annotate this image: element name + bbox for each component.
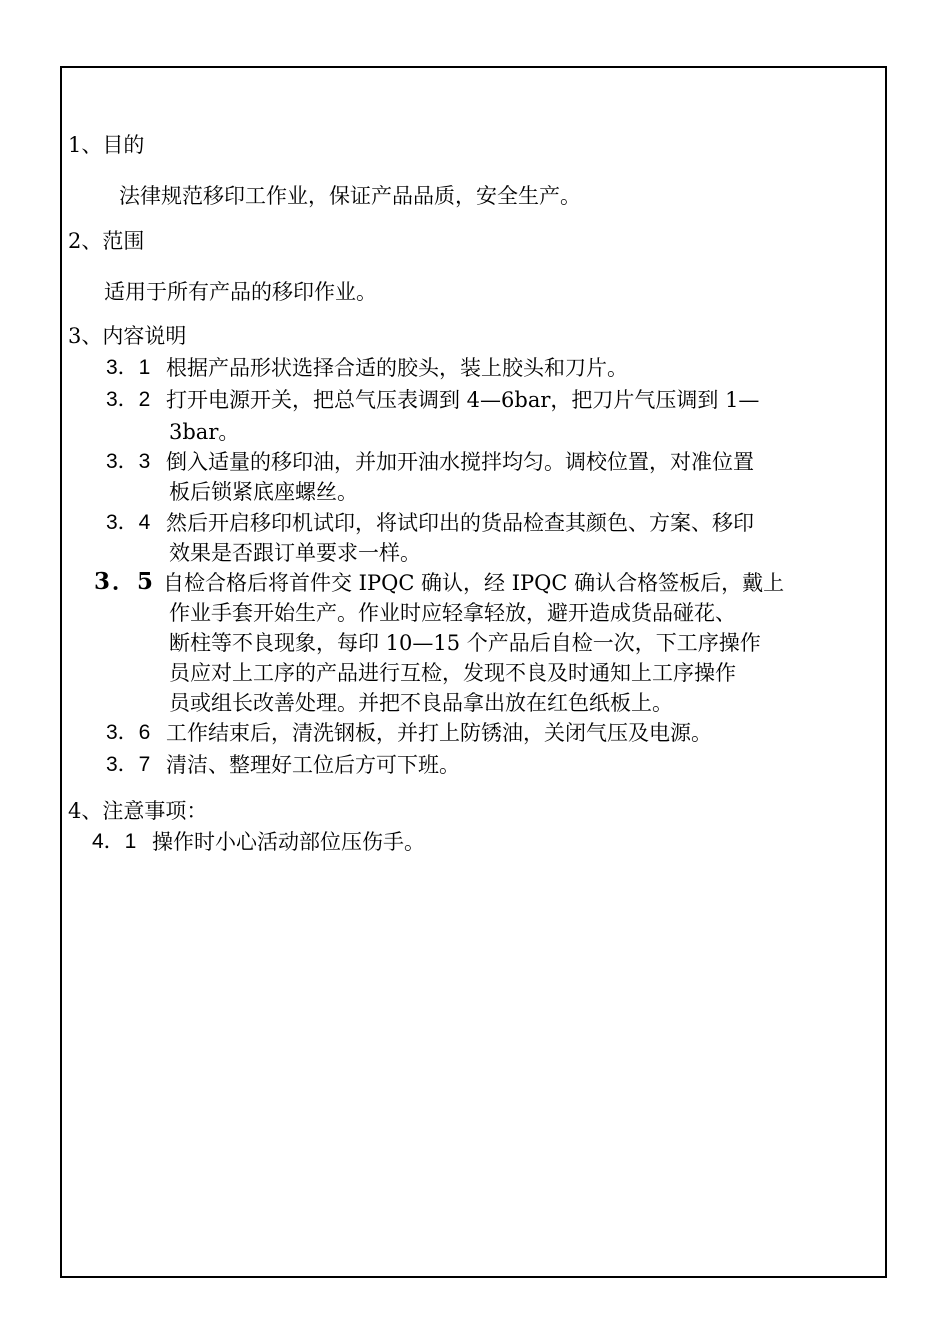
item-3-5-line-5: 员或组长改善处理。并把不良品拿出放在红色纸板上。 — [169, 691, 673, 715]
item-3-7-line-1: 清洁、整理好工位后方可下班。 — [166, 753, 460, 777]
item-3-4-number: 3．4 — [106, 511, 151, 534]
item-3-4-line-1: 然后开启移印机试印，将试印出的货品检查其颜色、方案、移印 — [166, 511, 754, 535]
item-3-3-line-2: 板后锁紧底座螺丝。 — [169, 480, 358, 504]
item-3-5-line-2: 作业手套开始生产。作业时应轻拿轻放，避开造成货品碰花、 — [169, 601, 736, 625]
item-3-7-number: 3．7 — [106, 753, 151, 776]
section-1-heading: 1、目的 — [68, 133, 145, 157]
section-2-heading: 2、范围 — [68, 229, 145, 253]
item-4-1-number: 4．1 — [92, 830, 137, 853]
item-3-3-line-1: 倒入适量的移印油，并加开油水搅拌均匀。调校位置，对准位置 — [166, 450, 754, 474]
item-3-5-line-3: 断柱等不良现象，每印 10—15 个产品后自检一次，下工序操作 — [169, 631, 761, 655]
item-3-5-number: 3．5 — [94, 568, 156, 595]
item-3-6-number: 3．6 — [106, 721, 151, 744]
section-3-heading: 3、内容说明 — [68, 324, 187, 348]
item-3-5-line-1: 自检合格后将首件交 IPQC 确认，经 IPQC 确认合格签板后，戴上 — [163, 571, 785, 595]
section-2-paragraph: 适用于所有产品的移印作业。 — [104, 280, 377, 304]
item-3-3-number: 3．3 — [106, 450, 151, 473]
item-3-6-line-1: 工作结束后，清洗钢板，并打上防锈油，关闭气压及电源。 — [166, 721, 712, 745]
item-3-4-line-2: 效果是否跟订单要求一样。 — [169, 541, 421, 565]
item-3-2-number: 3．2 — [106, 388, 151, 411]
item-4-1-line-1: 操作时小心活动部位压伤手。 — [152, 830, 425, 854]
item-3-5-line-4: 员应对上工序的产品进行互检，发现不良及时通知上工序操作 — [169, 661, 736, 685]
section-1-paragraph: 法律规范移印工作业，保证产品品质，安全生产。 — [119, 184, 581, 208]
item-3-2-line-2: 3bar。 — [169, 420, 240, 444]
section-4-heading: 4、注意事项： — [68, 799, 208, 823]
item-3-1-line-1: 根据产品形状选择合适的胶头，装上胶头和刀片。 — [166, 356, 628, 380]
item-3-2-line-1: 打开电源开关，把总气压表调到 4—6bar，把刀片气压调到 1— — [166, 388, 760, 412]
item-3-1-number: 3．1 — [106, 356, 151, 379]
